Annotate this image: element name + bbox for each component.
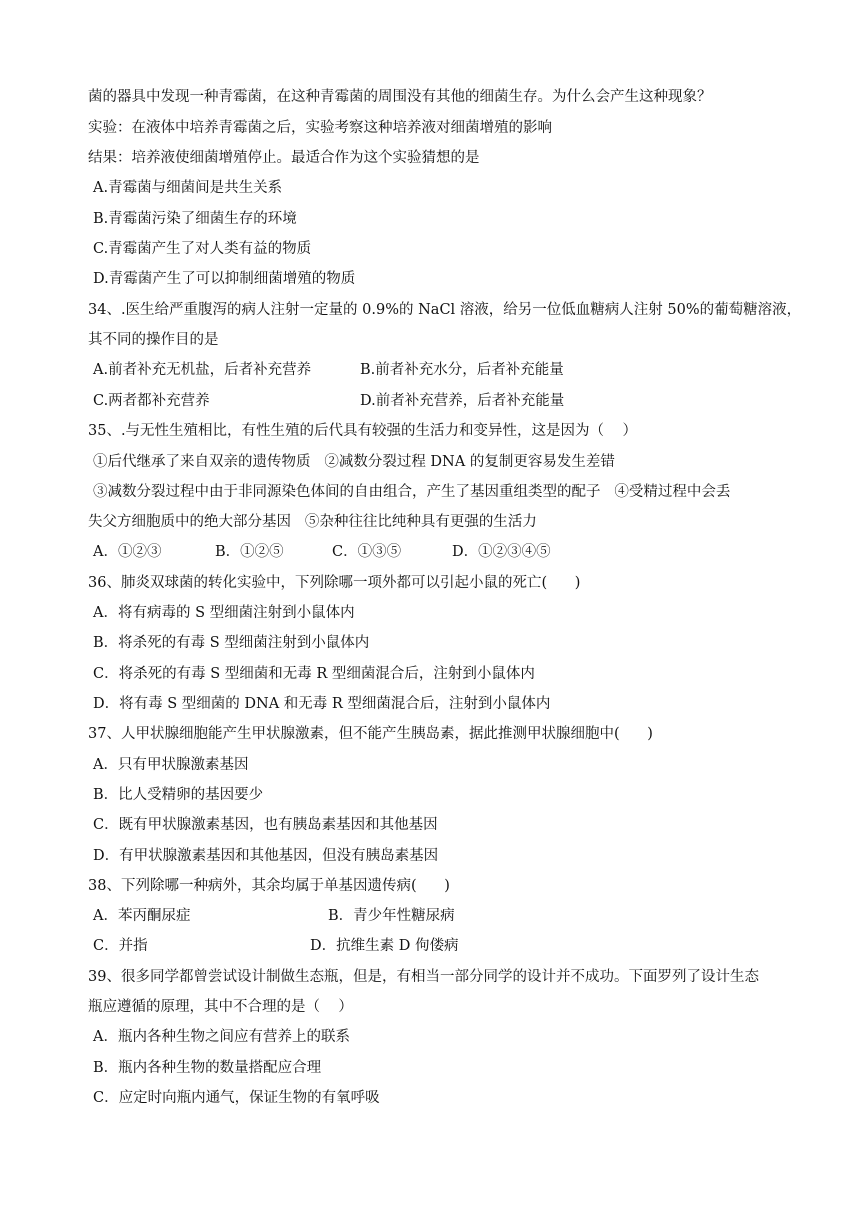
intro-option-a: A.青霉菌与细菌间是共生关系	[93, 180, 283, 196]
q34-option-d: D.前者补充营养，后者补充能量	[360, 393, 565, 409]
q36-option-d: D．将有毒 S 型细菌的 DNA 和无毒 R 型细菌混合后，注射到小鼠体内	[93, 696, 551, 712]
q35-option-d: D．①②③④⑤	[452, 544, 551, 560]
q35-stem: 35、.与无性生殖相比，有性生殖的后代具有较强的生活力和变异性，这是因为（ ）	[88, 423, 637, 439]
q35-option-a: A．①②③	[93, 544, 162, 560]
intro-line-1: 菌的器具中发现一种青霉菌，在这种青霉菌的周围没有其他的细菌生存。为什么会产生这种现象？	[88, 89, 712, 105]
intro-option-b: B.青霉菌污染了细菌生存的环境	[93, 211, 297, 227]
q37-option-c: C．既有甲状腺激素基因，也有胰岛素基因和其他基因	[93, 817, 438, 833]
q36-option-a: A．将有病毒的 S 型细菌注射到小鼠体内	[93, 605, 355, 621]
q39-option-b: B．瓶内各种生物的数量搭配应合理	[93, 1060, 322, 1076]
intro-line-2: 实验：在液体中培养青霉菌之后，实验考察这种培养液对细菌增殖的影响	[88, 120, 552, 136]
q37-option-a: A．只有甲状腺激素基因	[93, 757, 249, 773]
intro-option-c: C.青霉菌产生了对人类有益的物质	[93, 241, 312, 257]
q35-statement-1: ①后代继承了来自双亲的遗传物质 ②减数分裂过程 DNA 的复制更容易发生差错	[93, 454, 615, 470]
q38-option-c: C．并指	[93, 938, 148, 954]
q37-option-b: B．比人受精卵的基因要少	[93, 787, 264, 803]
q38-stem: 38、下列除哪一种病外，其余均属于单基因遗传病( )	[88, 878, 450, 894]
q35-statement-2: ③减数分裂过程中由于非同源染色体间的自由组合，产生了基因重组类型的配子 ④受精过程中会丢	[93, 484, 731, 500]
q35-statement-3: 失父方细胞质中的绝大部分基因 ⑤杂种往往比纯种具有更强的生活力	[88, 514, 537, 530]
q36-option-b: B．将杀死的有毒 S 型细菌注射到小鼠体内	[93, 635, 370, 651]
q34-option-b: B.前者补充水分，后者补充能量	[360, 362, 564, 378]
q34-stem-2: 其不同的操作目的是	[88, 332, 219, 348]
q35-option-c: C．①③⑤	[332, 544, 402, 560]
intro-option-d: D.青霉菌产生了可以抑制细菌增殖的物质	[93, 271, 356, 287]
q38-option-d: D．抗维生素 D 佝偻病	[310, 938, 459, 954]
q34-option-c: C.两者都补充营养	[93, 393, 210, 409]
q37-stem: 37、人甲状腺细胞能产生甲状腺激素，但不能产生胰岛素，据此推测甲状腺细胞中( )	[88, 726, 653, 742]
q39-stem-2: 瓶应遵循的原理，其中不合理的是（ ）	[88, 999, 353, 1015]
q39-option-c: C．应定时向瓶内通气，保证生物的有氧呼吸	[93, 1090, 380, 1106]
q38-option-a: A．苯丙酮尿症	[93, 908, 191, 924]
q34-option-a: A.前者补充无机盐，后者补充营养	[93, 362, 312, 378]
intro-line-3: 结果：培养液使细菌增殖停止。最适合作为这个实验猜想的是	[88, 150, 480, 166]
q37-option-d: D．有甲状腺激素基因和其他基因，但没有胰岛素基因	[93, 848, 439, 864]
q34-stem-1: 34、.医生给严重腹泻的病人注射一定量的 0.9%的 NaCl 溶液，给另一位低血糖病人注射 50%的葡萄糖溶液，	[88, 302, 802, 318]
q35-option-b: B．①②⑤	[215, 544, 284, 560]
q39-stem-1: 39、很多同学都曾尝试设计制做生态瓶，但是，有相当一部分同学的设计并不成功。下面罗列了设计生态	[88, 969, 759, 985]
q39-option-a: A．瓶内各种生物之间应有营养上的联系	[93, 1029, 350, 1045]
q38-option-b: B．青少年性糖尿病	[328, 908, 455, 924]
q36-option-c: C．将杀死的有毒 S 型细菌和无毒 R 型细菌混合后，注射到小鼠体内	[93, 666, 535, 682]
q36-stem: 36、肺炎双球菌的转化实验中，下列除哪一项外都可以引起小鼠的死亡( )	[88, 575, 581, 591]
